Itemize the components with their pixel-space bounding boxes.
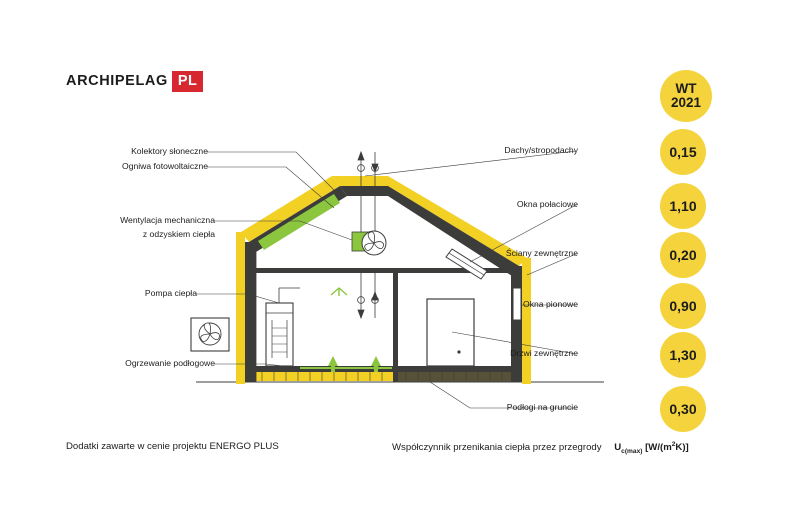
- badge-wt-line1: WT: [675, 81, 697, 96]
- label-wentylacja-mechaniczna: Wentylacja mechaniczna: [120, 215, 215, 225]
- recuperator-icon: [331, 288, 347, 296]
- partition-wall: [393, 268, 398, 382]
- roof-insulation-ridge: [332, 176, 388, 186]
- badge-wt-line2: 2021: [670, 95, 702, 110]
- badge-value-drzwi: 1,30: [660, 332, 706, 378]
- badge-value-dachy: 0,15: [660, 129, 706, 175]
- label-dachy-stropodachy: Dachy/stropodachy: [504, 145, 578, 155]
- caption-right-unit-open: [W/(m: [642, 442, 672, 454]
- wall-structure-right: [511, 266, 522, 382]
- caption-right-symbol: U: [614, 442, 622, 454]
- label-pompa-ciepla: Pompa ciepła: [144, 288, 197, 298]
- label-ogniwa-fotowoltaiczne: Ogniwa fotowoltaiczne: [122, 161, 208, 171]
- label-drzwi-zewnetrzne: Drzwi zewnętrzne: [510, 348, 578, 358]
- heat-pump-tank: [266, 303, 293, 366]
- logo-badge-pl: PL: [172, 71, 204, 92]
- caption-right-unit-sup: 2: [671, 441, 676, 448]
- caption-right-text: Współczynnik przenikania ciepła przez przegrody: [392, 442, 602, 454]
- caption-right: [392, 441, 689, 455]
- badge-value-okna-pionowe: 0,90: [660, 283, 706, 329]
- caption-right-symbol-sub: c(max): [621, 448, 643, 456]
- label-odzysk-ciepla: z odzyskiem ciepła: [142, 229, 215, 239]
- wall-insulation-right: [522, 258, 531, 384]
- badge-value-podlogi: 0,30: [660, 386, 706, 432]
- logo-text: ARCHIPELAG: [66, 73, 168, 89]
- foundation-right: [398, 372, 512, 382]
- label-kolektory-sloneczne: Kolektory słoneczne: [131, 146, 208, 156]
- badge-value-okna-polaciowe: 1,10: [660, 183, 706, 229]
- label-okna-pionowe: Okna pionowe: [523, 299, 578, 309]
- label-sciany-zewnetrzne: Ściany zewnętrzne: [505, 248, 578, 258]
- caption-right-unit-close: K)]: [675, 442, 689, 454]
- label-ogrzewanie-podlogowe: Ogrzewanie podłogowe: [125, 358, 215, 368]
- ventilation-unit: [352, 231, 386, 255]
- outdoor-heat-pump-unit: [191, 318, 229, 351]
- caption-left: Dodatki zawarte w cenie projektu ENERGO PLUS: [66, 441, 279, 452]
- wall-insulation-left: [236, 232, 245, 384]
- badge-value-sciany: 0,20: [660, 232, 706, 278]
- badge-standard-wt: [660, 70, 712, 122]
- floor-hatching: [262, 372, 502, 381]
- roof-structure-ridge: [340, 186, 388, 196]
- ceiling-slab-right: [398, 268, 512, 273]
- wall-structure-left: [245, 242, 256, 382]
- label-podlogi-na-gruncie: Podłogi na gruncie: [506, 402, 578, 412]
- label-okna-polaciowe: Okna połaciowe: [516, 199, 578, 209]
